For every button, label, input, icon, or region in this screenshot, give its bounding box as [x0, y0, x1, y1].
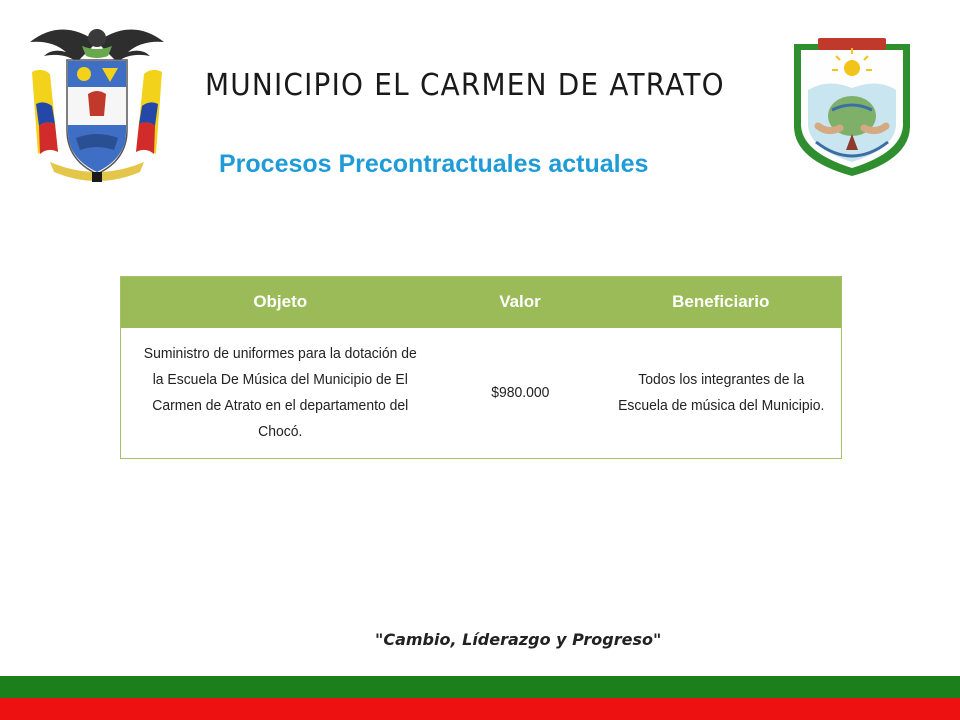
slide-title: Procesos Precontractuales actuales — [219, 150, 649, 178]
cell-valor-text: $980.000 — [490, 383, 550, 401]
municipal-shield-icon — [788, 30, 916, 178]
footer-stripe-green — [0, 676, 960, 698]
cell-valor — [440, 328, 601, 459]
contracts-table — [120, 276, 842, 459]
municipality-title: MUNICIPIO EL CARMEN DE ATRATO — [205, 68, 725, 103]
colombia-coat-of-arms-icon — [22, 12, 172, 182]
slogan: "Cambio, Líderazgo y Progreso" — [375, 630, 662, 649]
table-header-row — [121, 277, 842, 328]
cell-beneficiario — [601, 328, 842, 459]
cell-beneficiario-text: Todos los integrantes de la Escuela de música del Municipio. — [617, 370, 824, 414]
column-header-objeto: Objeto — [121, 277, 440, 328]
cell-objeto-text: Suministro de uniformes para la dotación de la Escuela De Música del Municipio de El Carmen de Atrato en el departamento del Chocó. — [143, 344, 417, 440]
cell-objeto — [121, 328, 440, 459]
table-row — [121, 328, 842, 459]
footer-stripe-red — [0, 698, 960, 720]
column-header-beneficiario: Beneficiario — [601, 277, 842, 328]
column-header-valor: Valor — [440, 277, 601, 328]
